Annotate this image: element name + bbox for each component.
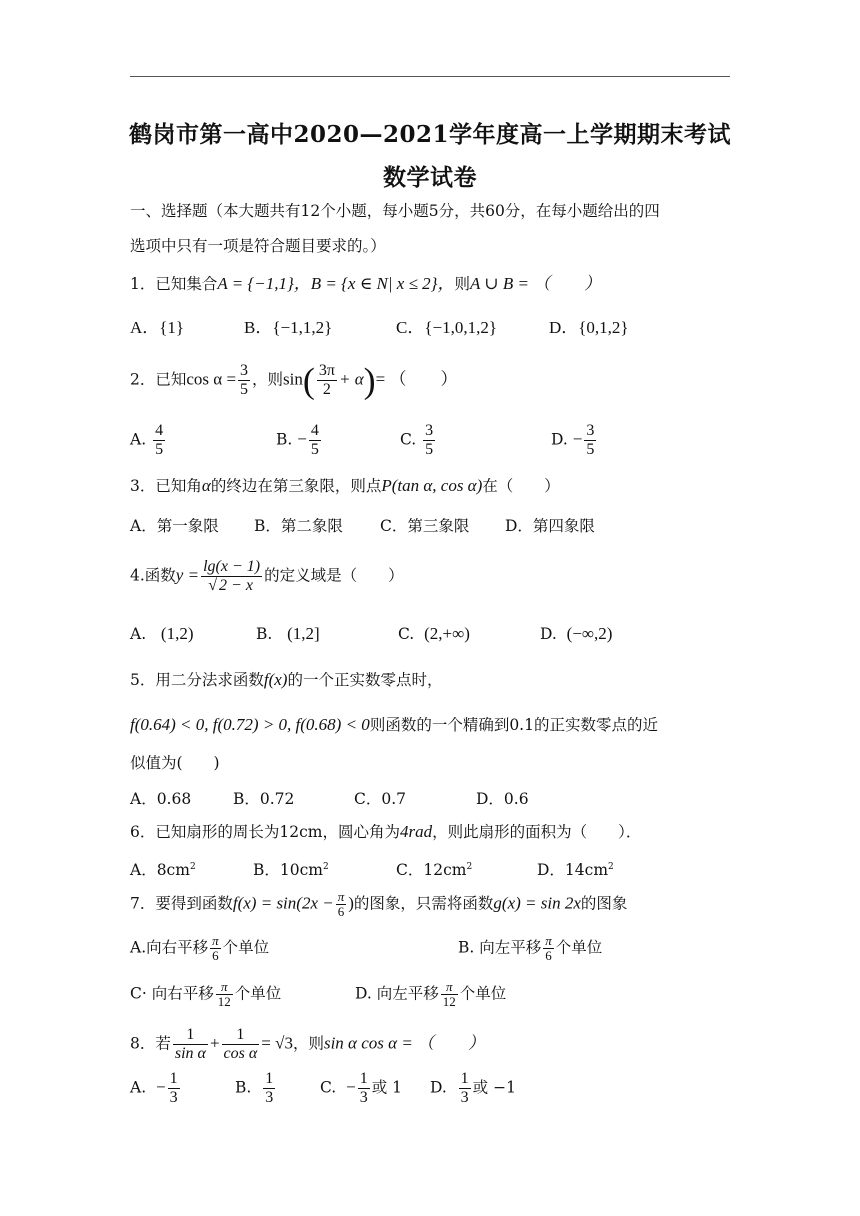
exam-subtitle: 数学试卷	[383, 164, 477, 191]
q2-option-a-den: 5	[155, 441, 164, 458]
q2-option-d-den: 5	[586, 441, 595, 458]
q6-option-a-exp: 2	[189, 862, 196, 872]
q7-option-a-fraction	[210, 934, 221, 963]
q8-term1-num: 1	[173, 1026, 208, 1045]
q7-option-c	[130, 980, 281, 1009]
q7-option-c-pre: C· 向右平移	[130, 984, 214, 1003]
q4-num: lg(x − 1)	[203, 558, 261, 575]
q8-equals: = √3	[261, 1033, 293, 1053]
q8-term2-num: 1	[222, 1026, 260, 1045]
q6-option-c-exp: 2	[466, 862, 473, 872]
q7-text1: 7．要得到函数	[130, 894, 233, 913]
q2-option-c-den: 5	[425, 441, 434, 458]
q2-sin: sin	[283, 369, 303, 389]
q4-option-a-value: (1,2)	[160, 624, 194, 643]
q8-prefix: 8．若	[130, 1034, 171, 1053]
q8-option-c-num: 1	[359, 1070, 368, 1087]
q3-point: P(tan α, cos α)	[381, 476, 483, 495]
q5-option-b: B．0.72	[233, 790, 295, 808]
q8-option-c	[320, 1070, 402, 1107]
q7-option-c-den: 12	[217, 994, 231, 1009]
q6-option-c	[396, 857, 472, 880]
q8-option-d-fraction	[459, 1070, 471, 1107]
q7-f: f(x) = sin(2x −	[232, 893, 334, 913]
q8-option-d-label: D.	[430, 1078, 447, 1097]
q6-option-a	[130, 857, 196, 880]
q3-text3: 在（ ）	[482, 477, 560, 495]
q4-y: y =	[175, 565, 200, 585]
q2-fraction	[238, 362, 250, 399]
q1-option-d: D．{0,1,2}	[549, 318, 629, 337]
q6-option-d-text: D．14cm	[537, 861, 609, 880]
q4-den-wrap	[201, 577, 262, 595]
q1-expr: A ∪ B = （ ）	[470, 274, 602, 293]
q6-text2: ，则此扇形的面积为（ ）．	[432, 823, 642, 841]
q4-den: 2 − x	[219, 577, 253, 594]
q7-option-b-pre: B. 向左平移	[458, 938, 542, 957]
q3-option-b: B．第二象限	[254, 517, 343, 535]
q7-option-d	[355, 980, 506, 1009]
q5-text2: 的一个正实数零点时，	[287, 671, 443, 689]
q8-plus: +	[209, 1033, 220, 1053]
q2-option-b	[276, 422, 323, 459]
q6-option-b-exp: 2	[323, 862, 329, 872]
question-3	[130, 476, 560, 496]
q7-option-b-post: 个单位	[555, 938, 603, 957]
q2-option-c-fraction	[423, 422, 435, 459]
q1-set-b: B = {x ∈ N| x ≤ 2}，	[310, 274, 455, 293]
q8-option-c-den: 3	[359, 1089, 368, 1106]
q8-option-a-label: A.	[130, 1078, 147, 1097]
q3-text2: 的终边在第三象限，则点	[210, 477, 382, 495]
q8-option-b-num: 1	[265, 1070, 274, 1087]
q8-option-a-den: 3	[169, 1089, 178, 1106]
q8-option-d-num: 1	[460, 1070, 469, 1087]
q6-option-b	[253, 857, 329, 880]
q3-option-c: C．第三象限	[380, 517, 470, 535]
q3-option-a: A．第一象限	[130, 517, 219, 535]
q8-option-d-tail: 或 −1	[472, 1078, 516, 1097]
q5-option-a: A．0.68	[130, 790, 192, 808]
q4-option-d-label: D.	[540, 625, 557, 643]
exam-title: 鹤岗市第一高中2020—2021学年度高一上学期期末考试	[128, 121, 732, 148]
q6-option-a-text: A．8cm	[130, 861, 190, 880]
q6-rad: 4rad	[399, 822, 433, 841]
q3-text1: 3．已知角	[130, 477, 202, 495]
q8-option-a-fraction	[168, 1070, 180, 1107]
q4-suffix: 的定义域是（ ）	[264, 566, 404, 585]
q2-option-c-label: C.	[400, 430, 417, 449]
q4-option-d	[540, 624, 612, 644]
header-rule	[130, 76, 730, 77]
q2-option-d-label: D.	[551, 430, 568, 449]
q2-option-d-fraction	[584, 422, 596, 459]
q2-option-c-num: 3	[425, 422, 434, 439]
q3-option-d: D．第四象限	[505, 517, 595, 535]
q8-term1	[173, 1026, 208, 1063]
q5-fx: f(x)	[263, 670, 288, 689]
q8-then: ，则	[292, 1034, 324, 1053]
q5-conditions: f(0.64) < 0, f(0.72) > 0, f(0.68) < 0	[130, 715, 370, 734]
q6-option-c-text: C．12cm	[396, 861, 467, 880]
q2-angle-den: 2	[322, 381, 331, 398]
q7-option-a-post: 个单位	[222, 938, 270, 957]
q4-prefix: 4.函数	[130, 566, 176, 585]
q7-text2: 的图象，只需将函数	[353, 894, 494, 913]
q7-option-d-den: 12	[442, 994, 456, 1009]
q2-prefix: 2．已知	[130, 370, 187, 389]
q1-option-a: A．{1}	[130, 318, 185, 337]
q5-text3: 则函数的一个精确到0.1的正实数零点的近	[369, 716, 658, 734]
q1-option-b: B．{−1,1,2}	[244, 318, 333, 337]
q2-option-b-sign: −	[297, 429, 307, 449]
q5-text1: 5．用二分法求函数	[130, 671, 264, 689]
q2-option-b-num: 4	[310, 422, 319, 439]
q8-option-b-fraction	[263, 1070, 275, 1107]
q8-expr: sin α cos α = （ ）	[323, 1033, 486, 1053]
q8-term1-den: sin α	[174, 1045, 206, 1062]
q8-option-c-tail: 或 1	[371, 1078, 402, 1097]
q7-option-a	[130, 934, 269, 963]
q2-then: ，则	[252, 370, 284, 389]
q2-option-a-fraction	[153, 422, 165, 459]
q4-option-b-label: B.	[256, 625, 273, 643]
q5-option-d: D．0.6	[476, 790, 529, 808]
q7-option-c-fraction	[216, 980, 233, 1009]
q7-option-a-pre: A.向右平移	[130, 938, 209, 957]
q2-option-b-label: B.	[276, 430, 293, 449]
q1-option-c: C．{−1,0,1,2}	[396, 318, 497, 337]
q7-text3: 的图象	[580, 894, 628, 913]
q5-option-c: C．0.7	[354, 790, 407, 808]
q4-root-sign: √	[208, 577, 218, 594]
q7-option-a-den: 6	[212, 948, 219, 963]
q6-text1: 6．已知扇形的周长为12cm，圆心角为	[130, 823, 400, 841]
q7-fraction	[336, 890, 347, 919]
q8-option-c-fraction	[358, 1070, 370, 1107]
q7-rp: )	[348, 893, 354, 913]
q7-option-d-fraction	[441, 980, 458, 1009]
q8-option-a-num: 1	[169, 1070, 178, 1087]
question-7	[130, 890, 627, 919]
q2-option-b-den: 5	[310, 441, 319, 458]
q2-option-d-sign: −	[572, 429, 583, 449]
q4-option-c	[398, 624, 470, 644]
q7-option-b-fraction	[543, 934, 554, 963]
q3-alpha: α	[201, 476, 211, 495]
q2-angle-fraction	[317, 362, 337, 399]
q2-right-paren: )	[363, 360, 376, 401]
q4-option-c-label: C.	[398, 625, 415, 643]
q7-option-d-post: 个单位	[459, 984, 507, 1003]
q2-option-b-fraction	[309, 422, 321, 459]
q8-term2	[222, 1026, 260, 1063]
q6-option-d-exp: 2	[608, 862, 614, 872]
q2-option-d	[551, 422, 598, 459]
question-5-line1	[130, 670, 442, 690]
q2-left-paren: (	[302, 360, 315, 401]
q8-option-b	[235, 1070, 277, 1107]
q2-option-a	[130, 422, 167, 459]
question-6	[130, 822, 641, 842]
q7-option-b-den: 6	[545, 948, 552, 963]
q4-option-a-label: A.	[130, 625, 147, 643]
q2-plus-alpha: + α	[338, 369, 364, 389]
q1-set-a: A = {−1,1}，	[217, 274, 311, 293]
question-5-line2	[130, 715, 658, 735]
q4-option-d-value: (−∞,2)	[566, 624, 613, 643]
question-5-line3: 似值为( )	[130, 754, 220, 772]
question-1	[130, 274, 601, 294]
q8-option-d-den: 3	[460, 1089, 469, 1106]
q2-option-a-label: A.	[130, 430, 147, 449]
q2-num: 3	[240, 362, 249, 379]
q2-cos: cos α =	[186, 369, 237, 389]
section-heading-line1: 一、选择题（本大题共有12个小题，每小题5分，共60分，在每小题给出的四	[130, 202, 660, 220]
q8-option-c-sign: −	[346, 1077, 356, 1097]
section-heading-line2: 选项中只有一项是符合题目要求的。）	[130, 237, 386, 255]
q4-option-a	[130, 624, 193, 644]
q6-option-b-text: B．10cm	[253, 861, 323, 880]
q4-option-b-value: (1,2]	[287, 624, 320, 643]
q7-option-d-pre: D. 向左平移	[355, 984, 439, 1003]
q8-option-b-den: 3	[265, 1089, 274, 1106]
q2-tail: = （ ）	[375, 369, 458, 389]
q2-option-d-num: 3	[586, 422, 595, 439]
q7-six: 6	[337, 904, 345, 919]
q8-term2-den: cos α	[223, 1045, 258, 1062]
q7-option-b-num: π	[545, 933, 552, 948]
q1-then: 则	[454, 275, 470, 293]
q7-option-c-num: π	[216, 980, 233, 995]
q4-fraction	[201, 558, 262, 595]
q7-pi: π	[337, 889, 345, 904]
q7-option-a-num: π	[212, 933, 219, 948]
q7-option-c-post: 个单位	[234, 984, 282, 1003]
q1-prefix: 1．已知集合	[130, 275, 218, 293]
q2-option-c	[400, 422, 437, 459]
question-2	[130, 362, 457, 399]
q2-option-a-num: 4	[155, 422, 164, 439]
q2-den: 5	[240, 381, 249, 398]
q8-option-a	[130, 1070, 182, 1107]
question-4	[130, 558, 404, 595]
q8-option-c-label: C.	[320, 1078, 337, 1097]
q7-g: g(x) = sin 2x	[493, 893, 581, 913]
q8-option-a-sign: −	[155, 1077, 166, 1097]
question-8	[130, 1026, 485, 1063]
q2-angle-num: 3π	[318, 362, 335, 379]
q7-option-d-num: π	[441, 980, 458, 995]
q6-option-d	[537, 857, 614, 880]
q4-option-b	[256, 624, 320, 644]
q8-option-b-label: B.	[235, 1078, 252, 1097]
q7-option-b	[458, 934, 602, 963]
q4-option-c-value: (2,+∞)	[424, 624, 470, 643]
q8-option-d	[430, 1070, 516, 1107]
